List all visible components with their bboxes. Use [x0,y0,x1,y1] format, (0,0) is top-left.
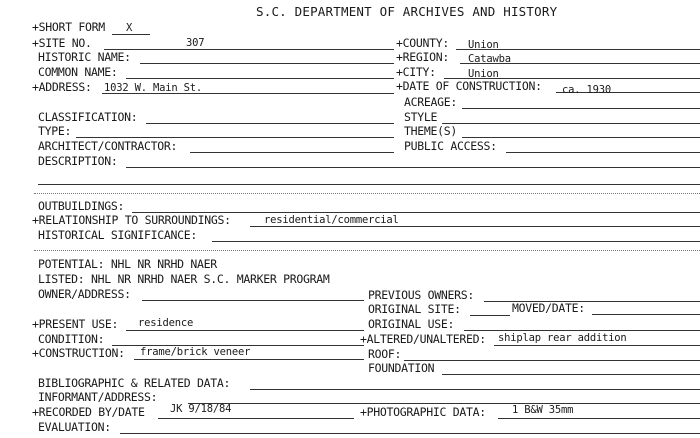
section-divider-2 [34,250,700,251]
foundation-label: FOUNDATION [368,361,435,375]
architect-label: ARCHITECT/CONTRACTOR: [38,139,178,153]
original-use-line [464,330,700,331]
public-access-line [506,152,700,153]
outbuildings-label: OUTBUILDINGS: [38,199,125,213]
date-of-construction-value[interactable]: ca. 1930 [562,84,611,96]
section-divider-1 [34,193,700,194]
recorded-by-label: +RECORDED BY/DATE [32,405,145,419]
informant-line [188,403,700,404]
informant-label: INFORMANT/ADDRESS: [38,390,158,404]
date-of-construction-label: +DATE OF CONSTRUCTION: [396,79,542,93]
type-label: TYPE: [38,124,72,138]
photographic-data-value[interactable]: 1 B&W 35mm [512,404,574,416]
common-name-label: COMMON NAME: [38,65,118,79]
themes-line [462,137,700,138]
listed-label: LISTED: NHL NR NRHD NAER S.C. MARKER PROGRAM [38,272,330,286]
potential-label: POTENTIAL: NHL NR NRHD NAER [38,257,217,271]
style-line [442,123,700,124]
foundation-line [442,374,700,375]
type-line [76,137,394,138]
description-label: DESCRIPTION: [38,154,118,168]
evaluation-line [120,433,700,434]
photographic-data-label: +PHOTOGRAPHIC DATA: [360,405,486,419]
condition-label: CONDITION: [38,332,105,346]
moved-date-line [592,314,700,315]
address-label: +ADDRESS: [32,80,92,94]
evaluation-label: EVALUATION: [38,420,111,434]
present-use-label: +PRESENT USE: [32,317,119,331]
region-label: +REGION: [396,50,449,64]
architect-line [190,152,394,153]
historic-name-line [140,63,394,64]
roof-line [404,360,700,361]
altered-line [494,345,700,346]
present-use-line [126,330,364,331]
present-use-value[interactable]: residence [138,317,194,329]
altered-label: +ALTERED/UNALTERED: [360,332,486,346]
site-no-label: +SITE NO. [32,36,92,50]
style-label: STYLE [404,110,438,124]
construction-value[interactable]: frame/brick veneer [140,346,251,358]
recorded-by-line [158,418,354,419]
photographic-data-line [498,418,700,419]
acreage-line [462,108,700,109]
original-use-label: ORIGINAL USE: [368,317,455,331]
original-site-line [470,315,510,316]
county-value[interactable]: Union [468,39,499,51]
historical-significance-label: HISTORICAL SIGNIFICANCE: [38,228,197,242]
city-value[interactable]: Union [468,68,499,80]
bibliographic-label: BIBLIOGRAPHIC & RELATED DATA: [38,376,231,390]
altered-value[interactable]: shiplap rear addition [498,332,627,344]
construction-label: +CONSTRUCTION: [32,346,125,360]
original-site-label: ORIGINAL SITE: [368,302,461,316]
city-label: +CITY: [396,65,436,79]
classification-line [146,123,394,124]
owner-address-label: OWNER/ADDRESS: [38,287,131,301]
classification-label: CLASSIFICATION: [38,110,138,124]
description-line-1 [126,167,700,168]
themes-label: THEME(S) [404,124,457,138]
county-label: +COUNTY: [396,36,449,50]
short-form-label: +SHORT FORM [32,20,105,34]
short-form-value[interactable]: X [126,22,133,34]
relationship-label: +RELATIONSHIP TO SURROUNDINGS: [32,213,231,227]
site-no-line [104,49,394,50]
relationship-value[interactable]: residential/commercial [264,214,399,226]
public-access-label: PUBLIC ACCESS: [404,139,497,153]
page-title: S.C. DEPARTMENT OF ARCHIVES AND HISTORY [256,4,558,19]
recorded-by-value[interactable]: JK 9/18/84 [170,403,232,415]
owner-address-line [142,300,364,301]
relationship-line [250,226,700,227]
description-line-2 [38,184,700,185]
acreage-label: ACREAGE: [404,95,457,109]
address-value[interactable]: 1032 W. Main St. [104,82,202,94]
region-value[interactable]: Catawba [468,53,511,65]
moved-date-label: MOVED/DATE: [512,301,585,315]
previous-owners-label: PREVIOUS OWNERS: [368,288,474,302]
short-form-line [112,34,150,35]
site-no-value[interactable]: 307 [186,37,205,49]
historical-significance-line [212,241,700,242]
common-name-line [126,78,394,79]
historic-name-label: HISTORIC NAME: [38,50,131,64]
construction-line [134,359,364,360]
bibliographic-line [250,389,700,390]
roof-label: ROOF: [368,347,402,361]
